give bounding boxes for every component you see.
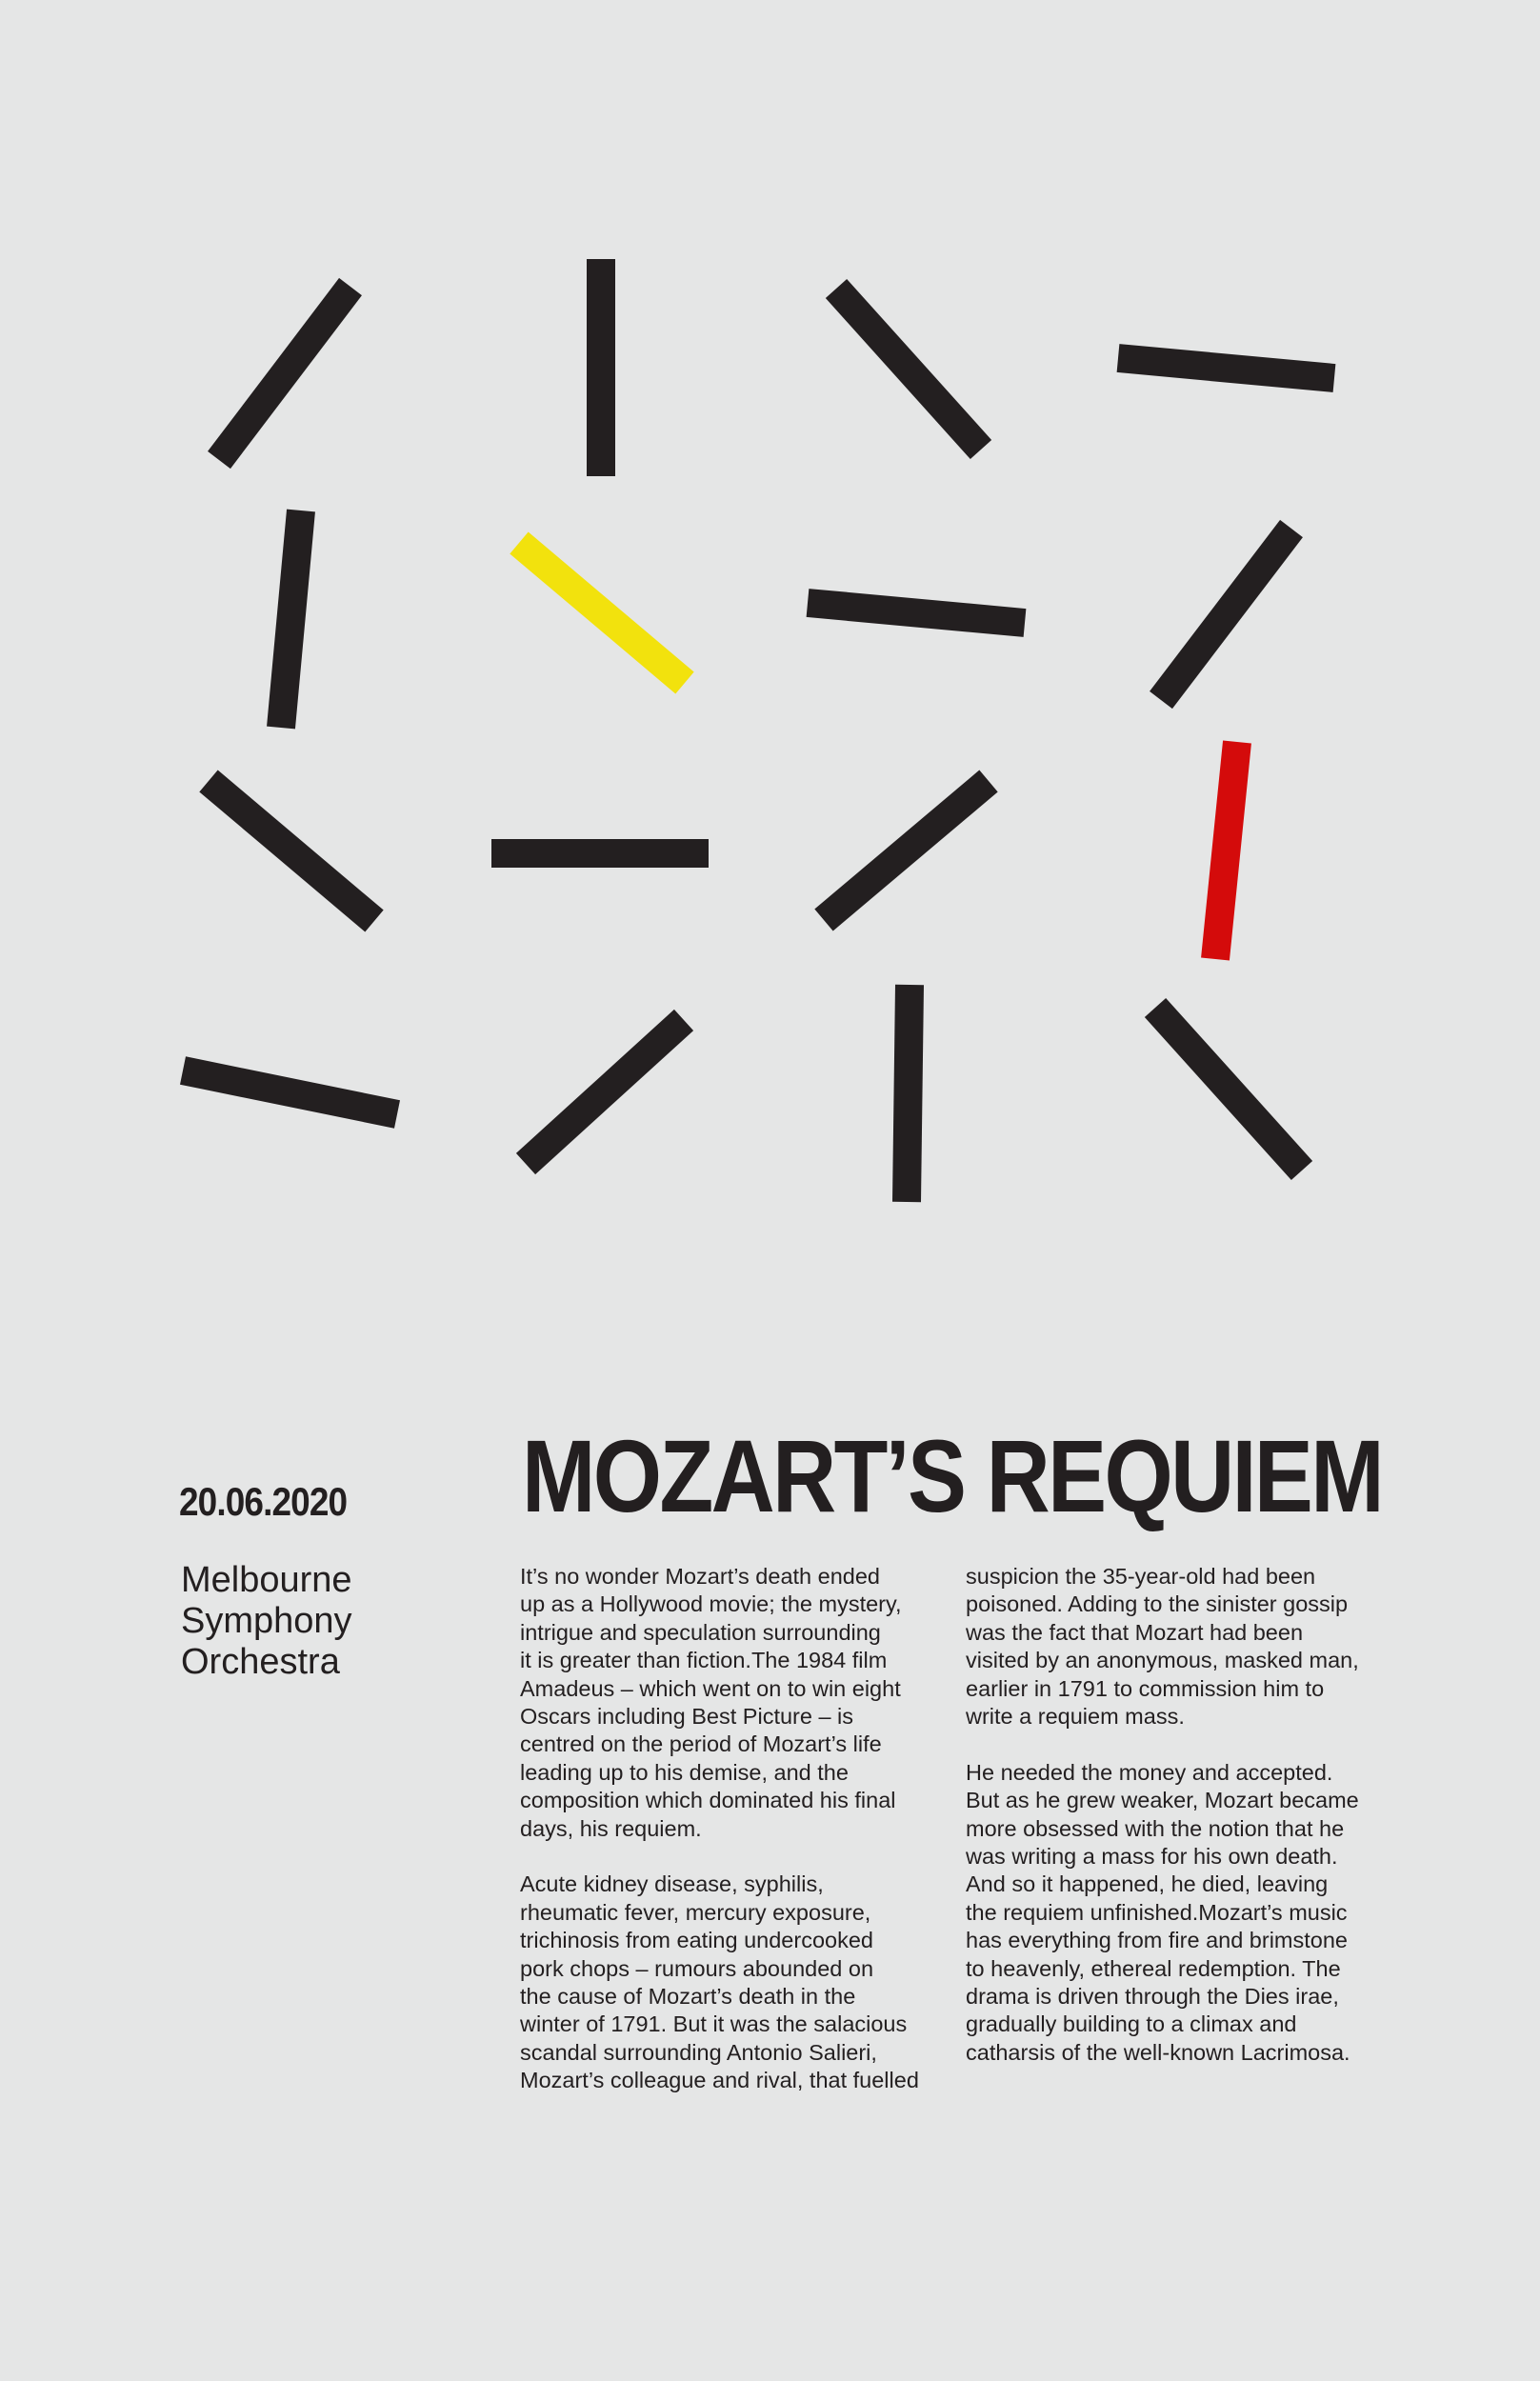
text-line: visited by an anonymous, masked man, [966, 1648, 1359, 1673]
text-line: days, his requiem. [520, 1815, 702, 1841]
bar-yellow [519, 543, 685, 683]
text-line: Amadeus – which went on to win eight [520, 1675, 901, 1701]
text-line: up as a Hollywood movie; the mystery, [520, 1591, 902, 1617]
event-date: 20.06.2020 [179, 1479, 348, 1524]
bar-11 [183, 1070, 397, 1114]
text-line: winter of 1791. But it was the salacious [520, 2011, 908, 2037]
text-line: Oscars including Best Picture – is [520, 1704, 854, 1730]
bar-8 [209, 781, 374, 921]
text-line: scandal surrounding Antonio Salieri, [520, 2039, 877, 2065]
bar-1 [219, 287, 350, 460]
text-line: was the fact that Mozart had been [966, 1619, 1304, 1645]
text-line: earlier in 1791 to commission him to [966, 1675, 1325, 1701]
text-line: It’s no wonder Mozart’s death ended [520, 1564, 880, 1589]
bar-red [1215, 742, 1237, 959]
organizer-line: Orchestra [181, 1642, 340, 1682]
text-line: more obsessed with the notion that he [966, 1815, 1345, 1841]
text-line: trichinosis from eating undercooked [520, 1928, 873, 1953]
text-line: write a requiem mass. [966, 1704, 1185, 1730]
bar-12 [526, 1020, 684, 1164]
text-line: composition which dominated his final [520, 1788, 896, 1813]
bar-4 [1118, 358, 1334, 378]
text-line: suspicion the 35-year-old had been [966, 1564, 1316, 1589]
body-column-left [520, 1563, 953, 2123]
text-line: was writing a mass for his own death. [966, 1844, 1338, 1870]
bar-6 [808, 603, 1025, 623]
bar-3 [836, 289, 981, 450]
text-line: leading up to his demise, and the [520, 1759, 849, 1785]
bar-13 [907, 985, 910, 1202]
text-line: the requiem unfinished.Mozart’s music [966, 1899, 1348, 1925]
text-line: to heavenly, ethereal redemption. The [966, 1955, 1341, 1981]
page-title: MOZART’S REQUIEM [522, 1418, 1382, 1533]
paragraph [966, 1759, 1399, 2067]
text-line: Mozart’s colleague and rival, that fuelled [520, 2068, 919, 2093]
text-line: Acute kidney disease, syphilis, [520, 1871, 824, 1897]
bar-14 [1155, 1008, 1302, 1170]
text-line: catharsis of the well-known Lacrimosa. [966, 2039, 1350, 2065]
organizer-name [181, 1560, 524, 1683]
text-line: poisoned. Adding to the sinister gossip [966, 1591, 1349, 1617]
bar-7 [1161, 529, 1291, 700]
paragraph [520, 1871, 953, 2094]
text-line: centred on the period of Mozart’s life [520, 1731, 882, 1757]
organizer-line: Melbourne [181, 1560, 352, 1600]
text-line: But as he grew weaker, Mozart became [966, 1788, 1359, 1813]
text-line: He needed the money and accepted. [966, 1759, 1333, 1785]
text-line: pork chops – rumours abounded on [520, 1955, 874, 1981]
text-line: rheumatic fever, mercury exposure, [520, 1899, 871, 1925]
text-line: it is greater than fiction.The 1984 film [520, 1648, 888, 1673]
text-line: the cause of Mozart’s death in the [520, 1984, 856, 2010]
text-line: gradually building to a climax and [966, 2011, 1297, 2037]
text-line: has everything from fire and brimstone [966, 1928, 1348, 1953]
paragraph [966, 1563, 1399, 1731]
paragraph [520, 1563, 953, 1843]
text-line: And so it happened, he died, leaving [966, 1871, 1329, 1897]
text-line: drama is driven through the Dies irae, [966, 1984, 1339, 2010]
bar-5 [281, 510, 301, 728]
body-column-right [966, 1563, 1399, 2095]
organizer-line: Symphony [181, 1601, 352, 1641]
bar-10 [824, 781, 989, 920]
text-line: intrigue and speculation surrounding [520, 1619, 881, 1645]
